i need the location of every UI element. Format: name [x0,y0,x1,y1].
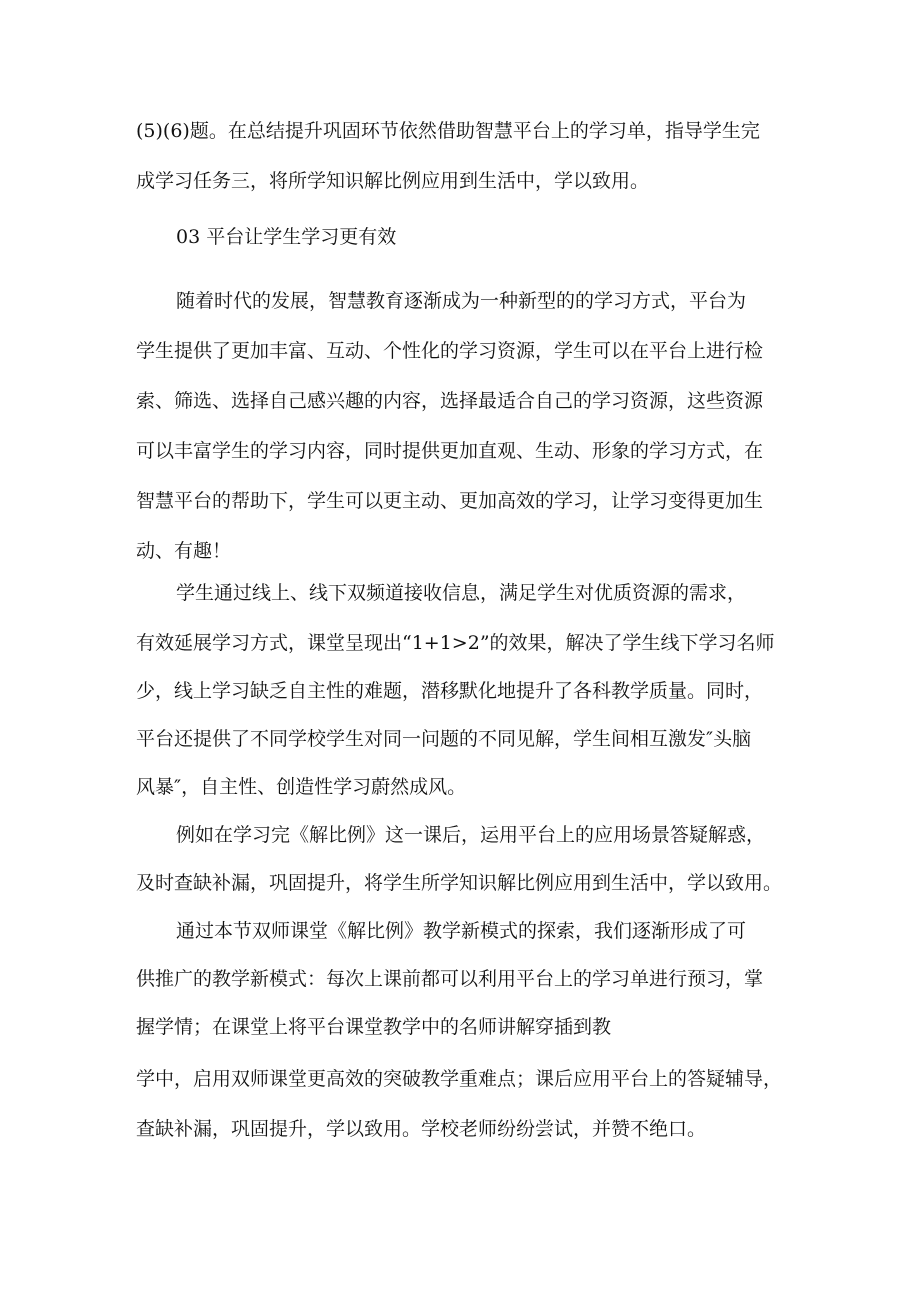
paragraph-3-line-4: 平台还提供了不同学校学生对同一问题的不同见解，学生间相互激发″头脑 [136,728,752,750]
paragraph-5-line-4: 学中，启用双师课堂更高效的突破教学重难点；课后应用平台上的答疑辅导， [136,1068,783,1090]
paragraph-2-line-3: 索、筛选、选择自己感兴趣的内容，选择最适合自己的学习资源，这些资源 [136,390,764,412]
paragraph-3-line-1: 学生通过线上、线下双频道接收信息，满足学生对优质资源的需求， [176,582,747,604]
paragraph-5-line-3: 握学情；在课堂上将平台课堂教学中的名师讲解穿插到教 [136,1016,612,1038]
paragraph-1-line-2: 成学习任务三，将所学知识解比例应用到生活中，学以致用。 [136,170,650,192]
paragraph-2-line-1: 随着时代的发展，智慧教育逐渐成为一种新型的的学习方式，平台为 [176,290,747,312]
paragraph-1-line-1: (5)(6)题。在总结提升巩固环节依然借助智慧平台上的学习单，指导学生完 [136,120,760,142]
paragraph-4-line-1: 例如在学习完《解比例》这一课后，运用平台上的应用场景答疑解惑， [176,824,766,846]
section-heading: 03 平台让学生学习更有效 [176,226,397,248]
paragraph-4-line-2: 及时查缺补漏，巩固提升，将学生所学知识解比例应用到生活中，学以致用。 [136,872,783,894]
paragraph-3-line-3: 少，线上学习缺乏自主性的难题，潜移默化地提升了各科教学质量。同时， [136,680,764,702]
paragraph-3-line-2: 有效延展学习方式，课堂呈现出“1+1>2”的效果，解决了学生线下学习名师 [136,632,775,654]
paragraph-2-line-2: 学生提供了更加丰富、互动、个性化的学习资源，学生可以在平台上进行检 [136,340,764,362]
paragraph-5-line-2: 供推广的教学新模式：每次上课前都可以利用平台上的学习单进行预习，掌 [136,968,764,990]
paragraph-2-line-4: 可以丰富学生的学习内容，同时提供更加直观、生动、形象的学习方式，在 [136,440,764,462]
paragraph-5-line-1: 通过本节双师课堂《解比例》教学新模式的探索，我们逐渐形成了可 [176,920,747,942]
paragraph-2-line-5: 智慧平台的帮助下，学生可以更主动、更加高效的学习，让学习变得更加生 [136,490,764,512]
paragraph-5-line-5: 查缺补漏，巩固提升，学以致用。学校老师纷纷尝试，并赞不绝口。 [136,1118,707,1140]
paragraph-2-line-6: 动、有趣！ [136,540,232,562]
paragraph-3-line-5: 风暴″，自主性、创造性学习蔚然成风。 [136,776,467,798]
